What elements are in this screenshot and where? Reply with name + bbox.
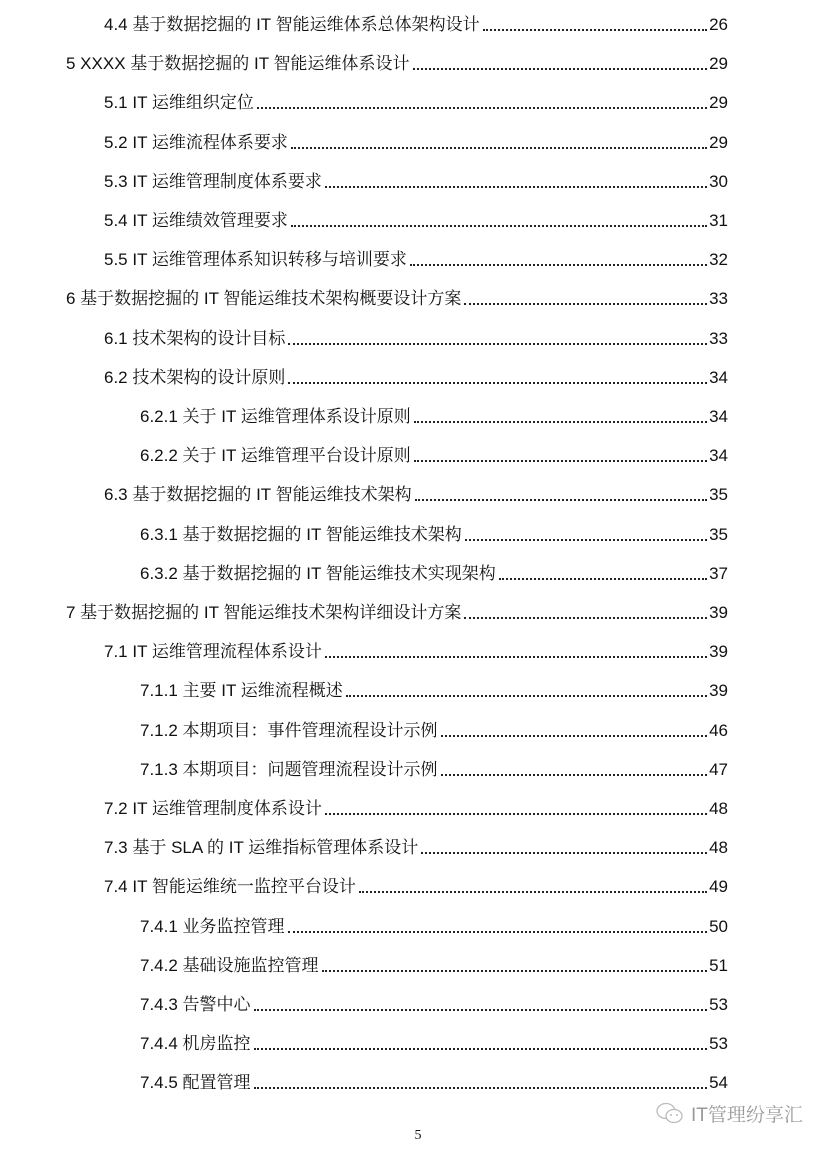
toc-entry[interactable] — [104, 204, 728, 232]
dot-leader — [288, 343, 707, 345]
toc-entry-page: 51 — [709, 955, 728, 975]
toc-entry-page: 34 — [709, 446, 728, 466]
toc-entry[interactable] — [140, 714, 728, 742]
toc-entry-title: 6.2.2 关于 IT 运维管理平台设计原则 — [140, 446, 411, 466]
dot-leader — [410, 264, 707, 266]
toc-entry-page: 29 — [709, 93, 728, 113]
toc-entry[interactable] — [104, 86, 728, 114]
toc-entry[interactable] — [66, 282, 728, 310]
toc-entry[interactable] — [104, 831, 728, 859]
dot-leader — [499, 578, 707, 580]
toc-entry-page: 54 — [709, 1073, 728, 1093]
toc-entry-title: 5.4 IT 运维绩效管理要求 — [104, 211, 288, 230]
toc-entry-page: 34 — [709, 407, 728, 426]
toc-entry-page: 48 — [709, 838, 728, 858]
toc-entry-page: 47 — [709, 759, 728, 779]
dot-leader — [288, 931, 708, 933]
dot-leader — [291, 225, 707, 227]
toc-entry-page: 37 — [709, 563, 728, 583]
toc-entry-title: 7.3 基于 SLA 的 IT 运维指标管理体系设计 — [104, 838, 419, 858]
toc-entry-title: 6 基于数据挖掘的 IT 智能运维技术架构概要设计方案 — [66, 289, 462, 309]
dot-leader — [359, 891, 707, 893]
toc-entry-page: 33 — [709, 289, 728, 309]
dot-leader — [257, 107, 707, 109]
dot-leader — [464, 617, 707, 619]
watermark-text: IT管理纷享汇 — [691, 1105, 803, 1126]
toc-entry[interactable] — [104, 870, 728, 898]
toc-entry-title: 7.1 IT 运维管理流程体系设计 — [104, 642, 322, 662]
dot-leader — [291, 147, 707, 149]
toc-entry-title: 6.1 技术架构的设计目标 — [104, 328, 286, 348]
wechat-icon — [655, 1101, 685, 1127]
toc-entry-page: 39 — [709, 642, 728, 662]
toc-entry-page: 39 — [709, 603, 728, 622]
watermark — [655, 1100, 803, 1127]
toc-entry[interactable] — [140, 439, 728, 467]
toc-entry-title: 5.5 IT 运维管理体系知识转移与培训要求 — [104, 250, 407, 270]
toc-entry-page: 35 — [709, 524, 728, 544]
dot-leader — [325, 656, 707, 658]
toc-entry[interactable] — [104, 361, 728, 389]
toc-entry-title: 7.4.5 配置管理 — [140, 1073, 251, 1093]
toc-entry-title: 7.4.2 基础设施监控管理 — [140, 955, 319, 975]
toc-entry[interactable] — [104, 322, 728, 350]
dot-leader — [325, 813, 707, 815]
dot-leader — [421, 852, 707, 854]
dot-leader — [415, 499, 707, 501]
toc-entry-page: 35 — [709, 485, 728, 505]
toc-entry[interactable] — [140, 1027, 728, 1055]
dot-leader — [441, 735, 708, 737]
toc-entry[interactable] — [104, 8, 728, 36]
dot-leader — [325, 186, 707, 188]
toc-entry[interactable] — [104, 126, 728, 154]
toc-entry-title: 6.2 技术架构的设计原则 — [104, 367, 286, 387]
toc-entry-title: 4.4 基于数据挖掘的 IT 智能运维体系总体架构设计 — [104, 15, 480, 34]
toc-entry[interactable] — [66, 47, 728, 75]
toc-entry-title: 7.4.4 机房监控 — [140, 1034, 251, 1054]
toc-entry-page: 49 — [709, 877, 728, 897]
toc-entry-title: 7.4.1 业务监控管理 — [140, 916, 285, 936]
toc-entry-page: 33 — [709, 328, 728, 348]
toc-entry[interactable] — [140, 753, 728, 781]
toc-entry-page: 30 — [709, 171, 728, 191]
toc-entry[interactable] — [140, 557, 728, 585]
toc-entry-title: 5.2 IT 运维流程体系要求 — [104, 132, 288, 152]
dot-leader — [465, 539, 707, 541]
toc-entry-title: 7.1.3 本期项目：问题管理流程设计示例 — [140, 759, 438, 779]
toc-entry-title: 6.3 基于数据挖掘的 IT 智能运维技术架构 — [104, 485, 412, 505]
toc-entry-page: 53 — [709, 1034, 728, 1054]
dot-leader — [254, 1009, 708, 1011]
toc-entry[interactable] — [140, 518, 728, 546]
toc-entry-title: 7.2 IT 运维管理制度体系设计 — [104, 799, 322, 818]
toc-entry[interactable] — [104, 792, 728, 820]
toc-entry[interactable] — [104, 635, 728, 663]
toc-entry-page: 29 — [709, 132, 728, 152]
dot-leader — [322, 970, 708, 972]
toc-entry-title: 7 基于数据挖掘的 IT 智能运维技术架构详细设计方案 — [66, 603, 462, 622]
toc-entry[interactable] — [140, 1066, 728, 1094]
toc-entry[interactable] — [140, 400, 728, 428]
toc-entry-title: 6.2.1 关于 IT 运维管理体系设计原则 — [140, 407, 411, 426]
toc-entry[interactable] — [140, 949, 728, 977]
toc-entry-title: 5.3 IT 运维管理制度体系要求 — [104, 171, 322, 191]
dot-leader — [441, 774, 708, 776]
toc-entry[interactable] — [140, 988, 728, 1016]
toc-entry-page: 32 — [709, 250, 728, 270]
toc-entry[interactable] — [104, 243, 728, 271]
toc-entry-page: 46 — [709, 720, 728, 740]
toc-entry-title: 6.3.2 基于数据挖掘的 IT 智能运维技术实现架构 — [140, 563, 496, 583]
dot-leader — [288, 382, 707, 384]
toc-entry-title: 5.1 IT 运维组织定位 — [104, 93, 254, 113]
toc-entry-title: 6.3.1 基于数据挖掘的 IT 智能运维技术架构 — [140, 524, 462, 544]
toc-entry-title: 5 XXXX 基于数据挖掘的 IT 智能运维体系设计 — [66, 54, 410, 74]
toc-entry-page: 39 — [709, 681, 728, 701]
toc-entry[interactable] — [104, 478, 728, 506]
dot-leader — [254, 1087, 708, 1089]
toc-entry-page: 48 — [709, 799, 728, 818]
toc-entry-page: 31 — [709, 211, 728, 230]
page-number: 5 — [414, 1128, 422, 1143]
dot-leader — [346, 695, 707, 697]
toc-entry-page: 50 — [709, 916, 728, 936]
toc-entry[interactable] — [104, 165, 728, 193]
toc-entry-title: 7.4 IT 智能运维统一监控平台设计 — [104, 877, 356, 897]
toc-entry[interactable] — [66, 596, 728, 624]
toc-entry-title: 7.1.2 本期项目：事件管理流程设计示例 — [140, 720, 438, 740]
toc-entry[interactable] — [140, 674, 728, 702]
toc-entry-page: 26 — [709, 15, 728, 34]
toc-entry-title: 7.4.3 告警中心 — [140, 995, 251, 1014]
dot-leader — [483, 29, 707, 31]
dot-leader — [414, 460, 707, 462]
dot-leader — [254, 1048, 708, 1050]
toc-entry[interactable] — [140, 910, 728, 938]
toc-entry-page: 34 — [709, 367, 728, 387]
toc-entry-page: 53 — [709, 995, 728, 1014]
toc-entry-page: 29 — [709, 54, 728, 74]
dot-leader — [414, 421, 707, 423]
dot-leader — [464, 303, 707, 305]
dot-leader — [413, 68, 708, 70]
toc-entry-title: 7.1.1 主要 IT 运维流程概述 — [140, 681, 343, 701]
